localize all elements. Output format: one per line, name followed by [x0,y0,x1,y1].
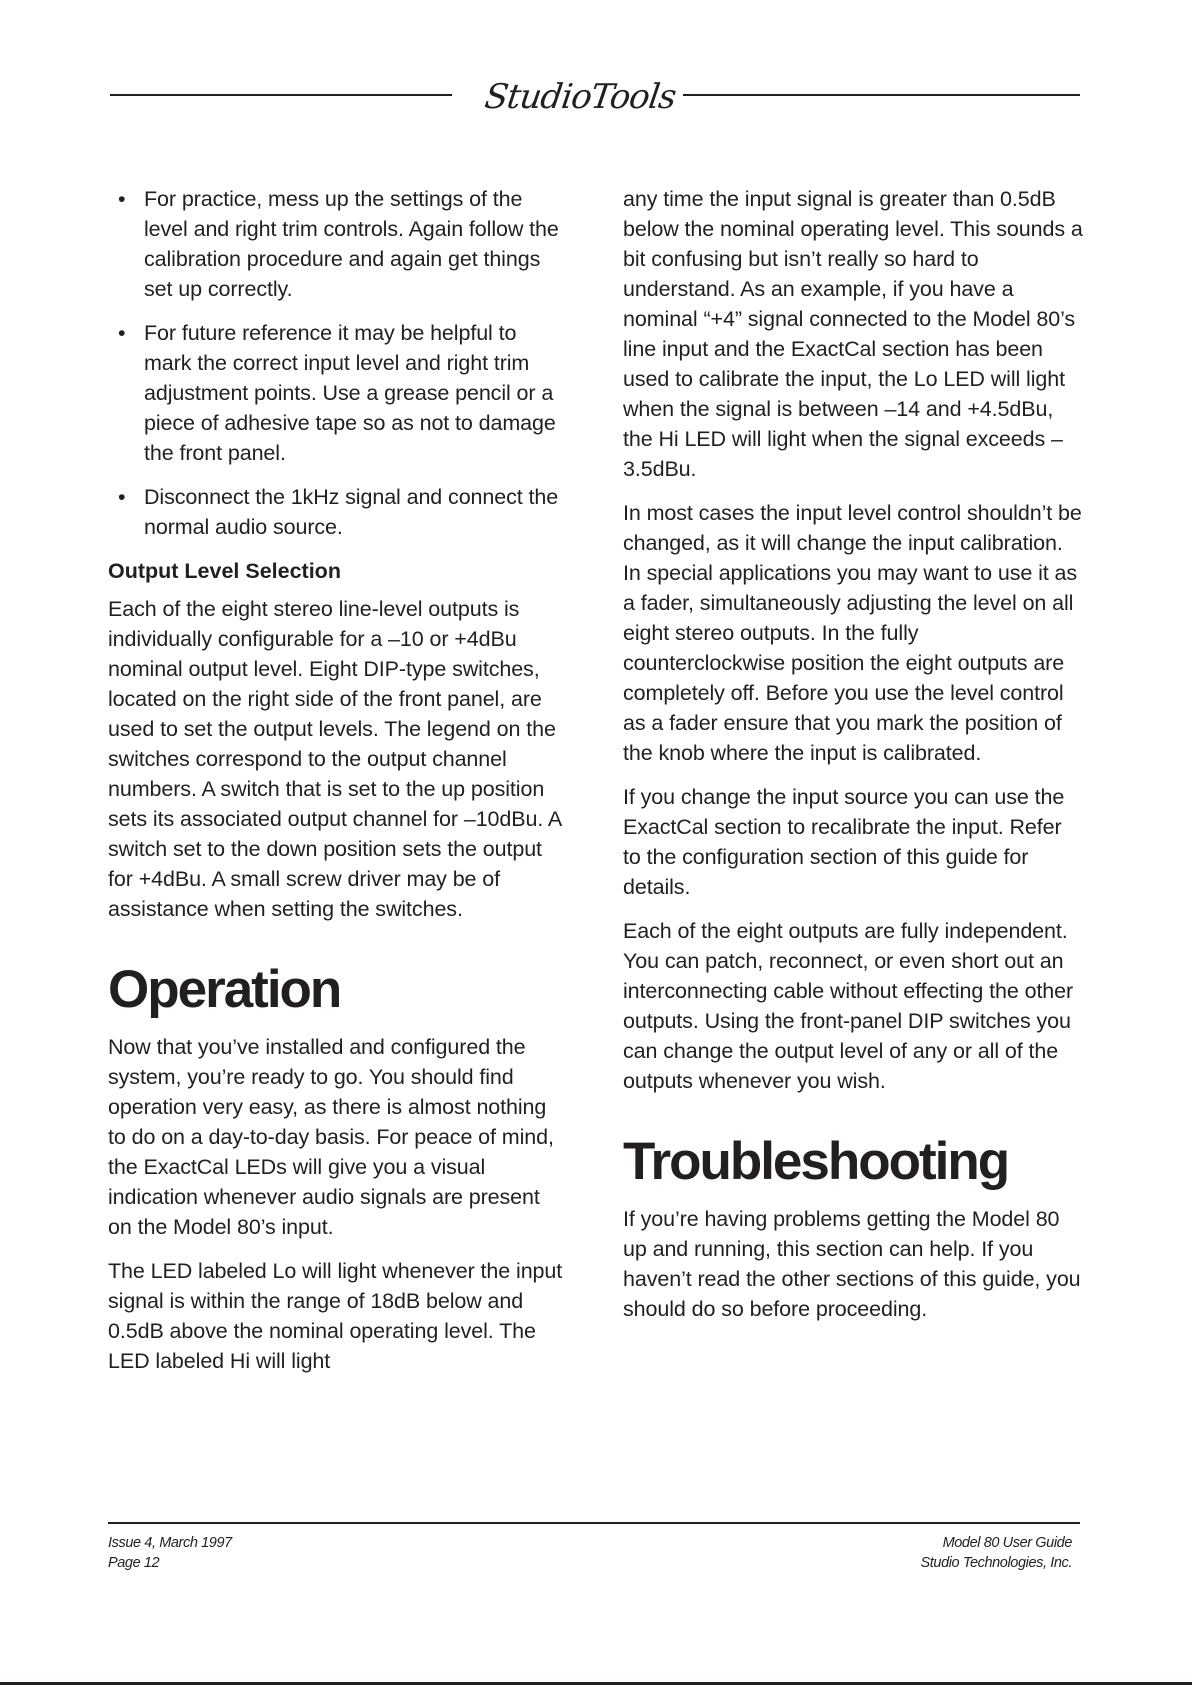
list-item [108,482,568,542]
bullet-icon: • [118,187,126,211]
guide-title: Model 80 User Guide [942,1535,1072,1551]
issue-date: Issue 4, March 1997 [108,1535,232,1551]
right-column [623,184,1083,1338]
header-rule-left [110,94,452,96]
operation-paragraph: The LED labeled Lo will light whenever the input signal is within the range of 18dB below and 0.5dB above the nominal operating level. The LED labeled Hi will light [108,1259,563,1373]
header-rule-right [683,94,1080,96]
bullet-icon: • [118,485,126,509]
list-item-text: Disconnect the 1kHz signal and connect the normal audio source. [144,485,559,539]
studiotools-logo: StudioTools [482,77,679,117]
output-level-selection-heading: Output Level Selection [108,559,341,583]
footer-left [108,1533,232,1573]
footer-right [921,1533,1073,1573]
list-item-text: For practice, mess up the settings of the level and right trim controls. Again follow the calibration procedure and again get things set up correctly. [144,187,559,301]
troubleshooting-paragraph: If you’re having problems getting the Model 80 up and running, this section can help. If you haven’t read the other sections of this guide, you should do so before proceeding. [623,1207,1081,1321]
footer-rule [108,1522,1080,1524]
calibration-steps-list [108,184,568,542]
body-paragraph: If you change the input source you can use the ExactCal section to recalibrate the input. Refer to the configuration section of this guide for details. [623,785,1065,899]
list-item [108,318,568,468]
bullet-icon: • [118,321,126,345]
page-number: Page 12 [108,1555,160,1571]
output-level-paragraph: Each of the eight stereo line-level outputs is individually configurable for a –10 or +4dBu nominal output level. Eight DIP-type switches, located on the right side of the front panel, are used to set the output levels. The legend on the switches correspond to the output channel numbers. A switch that is set to the up position sets its associated output channel for –10dBu. A switch set to the down position sets the output for +4dBu. A small screw driver may be of assistance when setting the switches. [108,597,561,921]
left-column [108,184,568,1390]
body-paragraph: any time the input signal is greater than 0.5dB below the nominal operating level. This sounds a bit confusing but isn’t really so hard to understand. As an example, if you have a nominal “+4” signal connected to the Model 80’s line input and the ExactCal section has been used to calibrate the input, the Lo LED will light when the signal is between –14 and +4.5dBu, the Hi LED will light when the signal exceeds –3.5dBu. [623,187,1083,481]
body-paragraph: Each of the eight outputs are fully independent. You can patch, reconnect, or even short out an interconnecting cable without effecting the other outputs. Using the front-panel DIP switches you can change the output level of any or all of the outputs whenever you wish. [623,919,1074,1093]
troubleshooting-heading: Troubleshooting [623,1132,1009,1191]
body-paragraph: In most cases the input level control shouldn’t be changed, as it will change the input calibration. In special applications you may want to use it as a fader, simultaneously adjusting the level on all eight stereo outputs. In the fully counterclockwise position the eight outputs are completely off. Before you use the level control as a fader ensure that you mark the position of the knob where the input is calibrated. [623,501,1082,765]
company-name: Studio Technologies, Inc. [920,1555,1072,1571]
operation-heading: Operation [108,960,341,1019]
operation-paragraph: Now that you’ve installed and configured the system, you’re ready to go. You should find operation very easy, as there is almost nothing to do on a day-to-day basis. For peace of mind, the ExactCal LEDs will give you a visual indication whenever audio signals are present on the Model 80’s input. [108,1035,554,1239]
list-item-text: For future reference it may be helpful to mark the correct input level and right trim adjustment points. Use a grease pencil or a piece of adhesive tape so as not to damage the front panel. [144,321,556,465]
list-item [108,184,568,304]
